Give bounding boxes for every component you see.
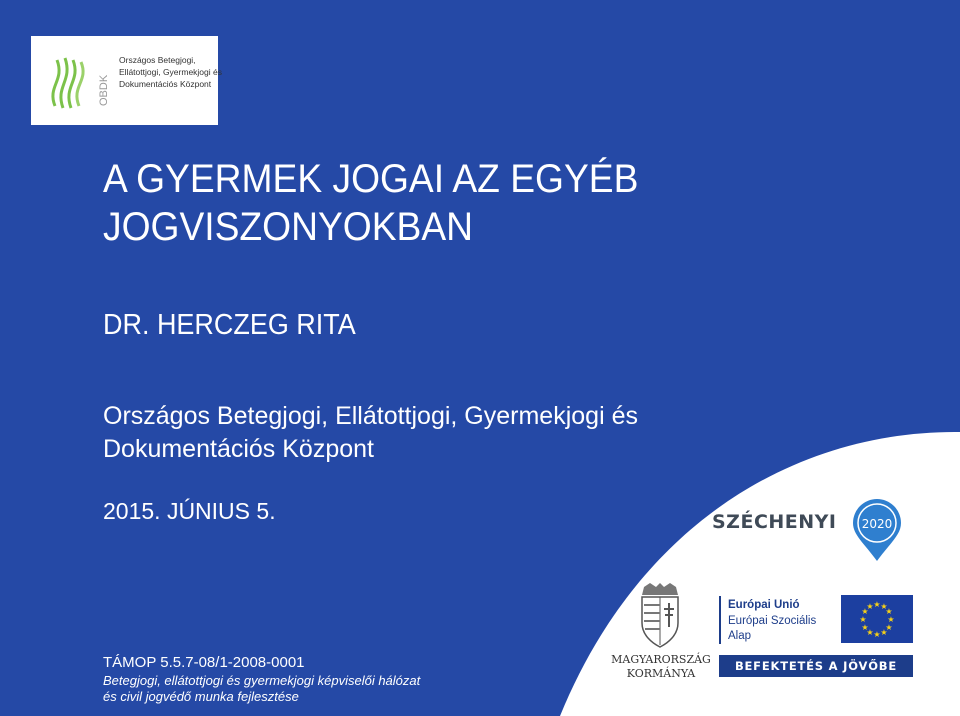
government-line-2: KORMÁNYA xyxy=(626,667,696,680)
svg-text:★: ★ xyxy=(880,602,888,611)
eu-line-2: Európai Szociális xyxy=(728,614,817,627)
logo-line-3: Dokumentációs Központ xyxy=(119,79,212,89)
organization-line-2: Dokumentációs Központ xyxy=(103,435,374,463)
hungarian-crest-icon xyxy=(634,583,686,649)
svg-text:★: ★ xyxy=(866,628,874,637)
government-line-1: MAGYARORSZÁG xyxy=(611,653,711,666)
svg-text:★: ★ xyxy=(861,607,869,616)
svg-text:★: ★ xyxy=(873,630,881,639)
logo-line-2: Ellátottjogi, Gyermekjogi és xyxy=(119,67,222,77)
project-description-line-2: és civil jogvédő munka fejlesztése xyxy=(103,689,299,704)
svg-text:OBDK: OBDK xyxy=(98,74,110,106)
invest-future-banner: BEFEKTETÉS A JÖVŐBE xyxy=(719,655,913,677)
szechenyi-pin-icon xyxy=(850,497,904,563)
title-line-1: A GYERMEK JOGAI AZ EGYÉB xyxy=(103,157,639,201)
szechenyi-label: SZÉCHENYI xyxy=(712,511,837,533)
author-name: DR. HERCZEG RITA xyxy=(103,309,356,341)
title-line-2: JOGVISZONYOKBAN xyxy=(103,205,474,249)
eu-line-1: Európai Unió xyxy=(728,599,800,611)
svg-text:★: ★ xyxy=(859,615,867,624)
eu-line-3: Alap xyxy=(728,630,752,642)
hungarian-government-label xyxy=(611,653,711,681)
svg-text:★: ★ xyxy=(887,615,895,624)
logo-line-1: Országos Betegjogi, xyxy=(119,55,196,65)
project-code: TÁMOP 5.5.7-08/1-2008-0001 xyxy=(103,654,305,671)
svg-text:2020: 2020 xyxy=(861,517,893,531)
svg-text:★: ★ xyxy=(861,623,869,632)
eu-flag-icon xyxy=(841,595,913,643)
eu-stars xyxy=(841,595,913,643)
eu-fund-label xyxy=(728,598,816,645)
svg-text:★: ★ xyxy=(866,602,874,611)
svg-text:★: ★ xyxy=(885,607,893,616)
eu-separator xyxy=(719,596,721,644)
svg-text:★: ★ xyxy=(873,600,881,609)
project-description xyxy=(103,673,420,705)
project-description-line-1: Betegjogi, ellátottjogi és gyermekjogi képviselői hálózat xyxy=(103,673,421,688)
presentation-date: 2015. JÚNIUS 5. xyxy=(103,498,276,524)
svg-text:★: ★ xyxy=(885,623,893,632)
organization-line-1: Országos Betegjogi, Ellátottjogi, Gyermekjogi és xyxy=(103,402,638,430)
svg-text:★: ★ xyxy=(880,628,888,637)
